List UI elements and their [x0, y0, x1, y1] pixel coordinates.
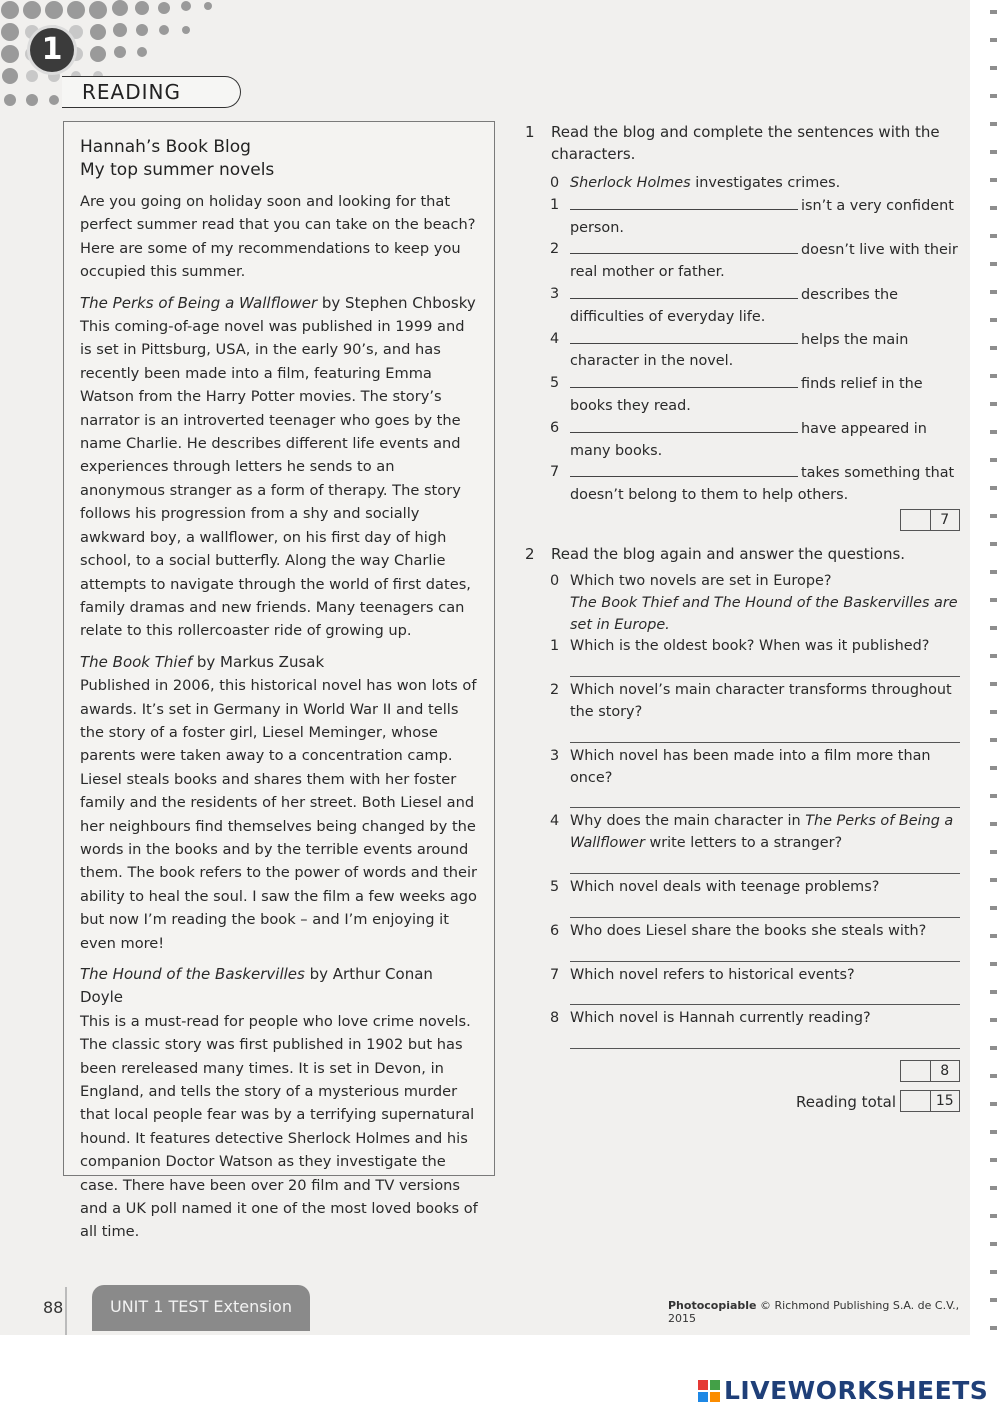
- answer-blank[interactable]: [570, 284, 798, 299]
- page-number: 88: [43, 1298, 64, 1317]
- exercise-1-score-box[interactable]: 7: [900, 509, 960, 531]
- question-item: 3 Which novel has been made into a film more than once?: [550, 747, 931, 786]
- answer-line[interactable]: [570, 943, 960, 962]
- reading-total-label: Reading total: [796, 1093, 896, 1112]
- book-text: This coming-of-age novel was published in 1999 and is set in Pittsburg, USA, in the early 90’s, and has recently been made into a film, featuring Emma Watson from the Harry Potter movies. The story’s narrator is an introverted teenager who goes by the name Charlie. He describes different life events and experiences through letters he sends to an anonymous stranger as a form of therapy. The story follows his progression from a shy and socially awkward boy, a wallflower, on his first day of high school, to a social butterfly. Along the way Charlie attempts to navigate through the world of first dates, family dramas and new friends. Many teenagers can relate to this rollercoaster ride of growing up.: [80, 318, 471, 640]
- sentence-item: 2 doesn’t live with their real mother or father.: [550, 241, 958, 281]
- sentence-item: 7 takes something that doesn’t belong to them to help others.: [550, 464, 955, 504]
- book-heading: [80, 292, 480, 315]
- answer-blank[interactable]: [570, 418, 798, 433]
- sentence-item: 4 helps the main character in the novel.: [550, 330, 909, 370]
- example-answer: Sherlock Holmes: [570, 175, 691, 191]
- exercise-2-score-box[interactable]: 8: [900, 1060, 960, 1082]
- blog-subtitle: My top summer novels: [80, 160, 275, 180]
- exercise-2-instruction: 2 Read the blog again and answer the questions.: [525, 544, 906, 563]
- blog-title: Hannah’s Book Blog: [80, 137, 251, 157]
- book-entry: [80, 292, 480, 643]
- sentence-item: 1 isn’t a very confident person.: [550, 196, 954, 236]
- book-entry: [80, 651, 480, 955]
- book-title: The Book Thief: [80, 652, 193, 671]
- answer-line[interactable]: [570, 899, 960, 918]
- example-item: 0 Sherlock Holmes investigates crimes.: [550, 175, 841, 191]
- answer-blank[interactable]: [570, 239, 798, 254]
- book-text: Published in 2006, this historical novel has won lots of awards. It’s set in Germany in World War II and tells the story of a foster girl, Liesel Meminger, whose parents were taken away to a concentration camp. Liesel steals books and shares them with her foster family and the residents of her street. Both Liesel and her neighbours find themselves being changed by the words in the books and by the terrible events around them. The book refers to the power of words and their ability to heal the soul. I saw the film a few weeks ago but now I’m reading the book – and I’m enjoying it even more!: [80, 677, 477, 952]
- section-title-tab: [62, 76, 241, 108]
- sentence-item: 5 finds relief in the books they read.: [550, 375, 923, 414]
- book-entry: [80, 963, 480, 1244]
- liveworksheets-watermark: LIVEWORKSHEETS: [698, 1376, 988, 1405]
- spiral-binding: [970, 0, 1000, 1340]
- book-text: This is a must-read for people who love crime novels. The classic story was first published in 1902 but has been rereleased many times. It is set in Devon, in England, and tells the story of a mysterious murder that local people fear was by a terrifying supernatural hound. It features detective Sherlock Holmes and his companion Doctor Watson as they investigate the case. There have been over 20 film and TV versions and a UK poll named it one of the most loved books of all time.: [80, 1012, 478, 1241]
- question-item: 6 Who does Liesel share the books she steals with?: [550, 922, 927, 939]
- answer-blank[interactable]: [570, 373, 798, 388]
- answer-line[interactable]: [570, 855, 960, 874]
- answer-blank[interactable]: [570, 195, 798, 210]
- question-item: 1 Which is the oldest book? When was it published?: [550, 638, 930, 655]
- book-title: The Perks of Being a Wallflower: [80, 293, 318, 312]
- answer-line[interactable]: [570, 1030, 960, 1049]
- question-item: 2 Which novel’s main character transforms throughout the story?: [550, 682, 952, 720]
- blog-passage-box: [63, 121, 495, 1241]
- answer-blank[interactable]: [570, 329, 798, 344]
- blog-intro: Are you going on holiday soon and looking for that perfect summer read that you can take on the beach? Here are some of my recommendations to keep you occupied this summer.: [80, 193, 476, 281]
- question-item: 5 Which novel deals with teenage problems?: [550, 878, 880, 895]
- unit-footer-tab: [92, 1285, 310, 1331]
- copyright-notice: Photocopiable © Richmond Publishing S.A. de C.V., 2015: [668, 1299, 960, 1325]
- unit-footer-label: UNIT 1 TEST Extension: [110, 1297, 292, 1316]
- example-answer: The Book Thief and The Hound of the Baskervilles are set in Europe.: [570, 594, 958, 633]
- reading-total-score-box[interactable]: 15: [900, 1090, 960, 1112]
- exercise-1-instruction: 1 Read the blog and complete the sentences with the characters.: [525, 123, 940, 163]
- answer-line[interactable]: [570, 986, 960, 1005]
- question-item: 4 Why does the main character in The Perks of Being a Wallflower write letters to a stranger?: [550, 813, 954, 852]
- exercise-number: 1: [525, 123, 535, 141]
- book-title: The Hound of the Baskervilles: [80, 965, 305, 983]
- sentence-item: 6 have appeared in many books.: [550, 419, 927, 459]
- answer-line[interactable]: [570, 789, 960, 808]
- section-title: READING: [82, 80, 181, 104]
- book-author: by Stephen Chbosky: [317, 293, 476, 312]
- answer-blank[interactable]: [570, 462, 798, 477]
- exercises-column: [525, 121, 960, 1112]
- question-item: 8 Which novel is Hannah currently reading?: [550, 1010, 871, 1027]
- example-question: 0 Which two novels are set in Europe? The Book Thief and The Hound of the Baskervilles are set in Europe.: [550, 572, 958, 633]
- sentence-item: 3 describes the difficulties of everyday life.: [550, 285, 898, 325]
- answer-line[interactable]: [570, 658, 960, 677]
- answer-line[interactable]: [570, 724, 960, 743]
- book-author: by Markus Zusak: [192, 652, 325, 671]
- unit-number-badge: 1: [30, 28, 74, 72]
- footer-divider: [65, 1287, 67, 1335]
- liveworksheets-logo-icon: [698, 1380, 720, 1402]
- book-heading: [80, 651, 480, 674]
- book-author: by Arthur Conan Doyle: [80, 965, 433, 1007]
- exercise-number: 2: [525, 544, 535, 563]
- question-item: 7 Which novel refers to historical events?: [550, 966, 855, 983]
- book-heading: [80, 963, 480, 1010]
